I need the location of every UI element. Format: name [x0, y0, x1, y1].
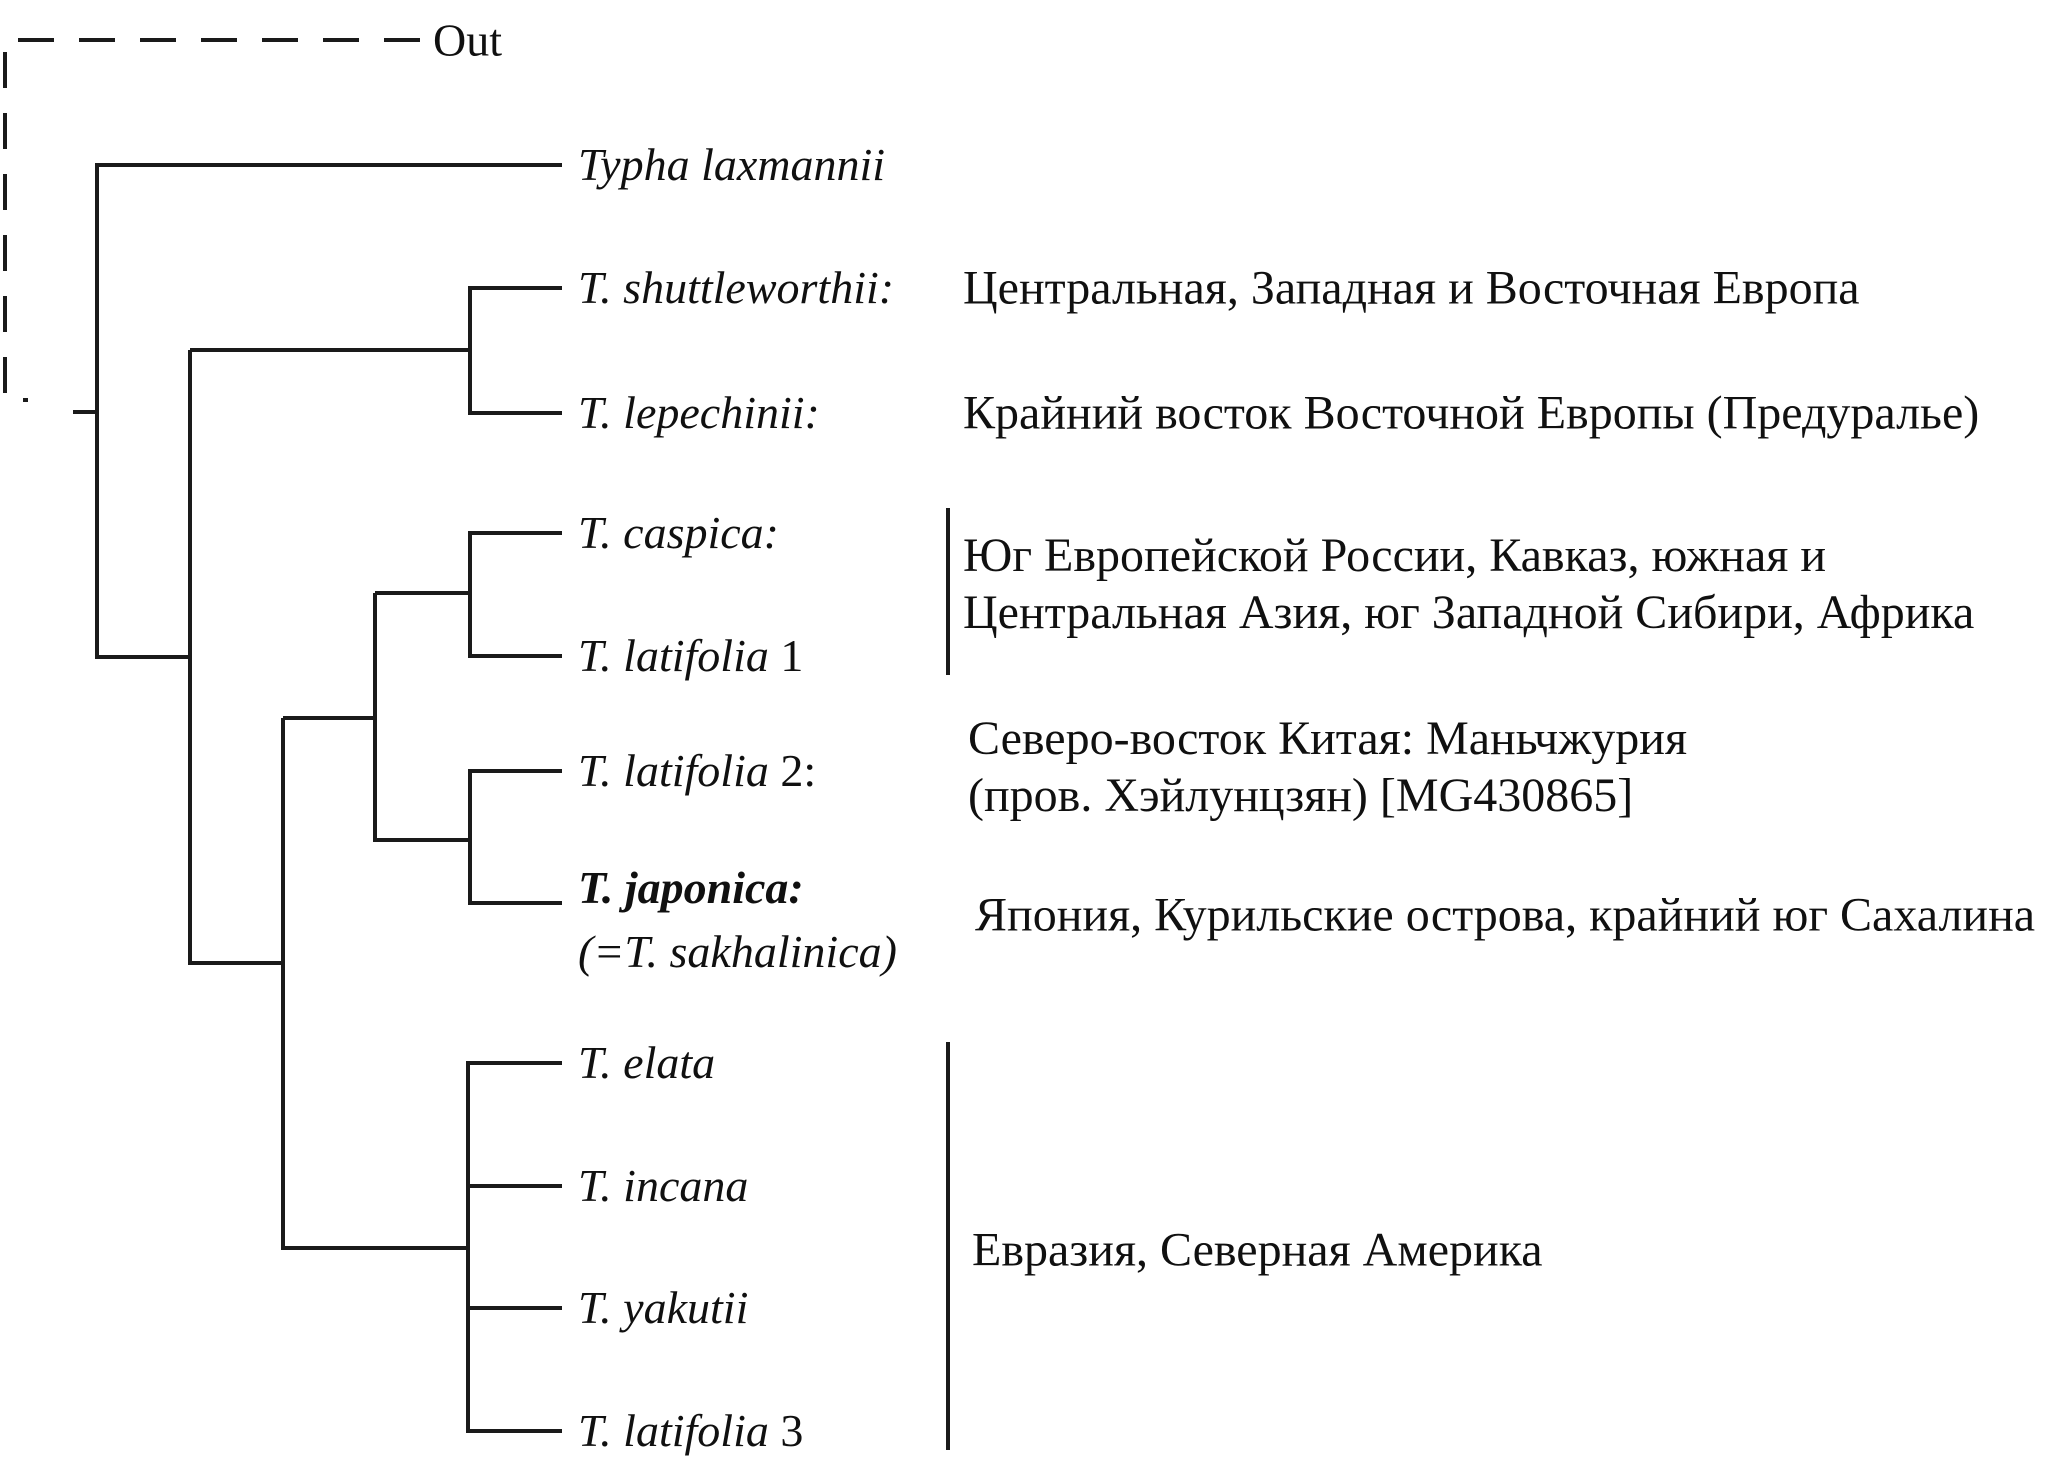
range-lepechinii-line: Крайний восток Восточной Европы (Предуралье) — [963, 386, 1980, 440]
clade-shuttleworthii-lepechinii — [470, 288, 562, 413]
taxon-t-incana — [578, 1160, 749, 1211]
group-bar-bottom-clade — [946, 1042, 950, 1450]
range-japonica-line: Япония, Курильские острова, крайний юг Сахалина — [975, 888, 2036, 942]
range-latifolia2 — [968, 710, 1687, 824]
taxon-t-shuttleworthii — [578, 262, 895, 313]
taxon-t-elata — [578, 1037, 716, 1088]
node-b-spine — [190, 350, 283, 963]
outgroup-label: Out — [433, 14, 502, 66]
range-latifolia2-line: Северо-восток Китая: Маньчжурия — [968, 712, 1688, 765]
range-caspica-latifolia1-line: Центральная Азия, юг Западной Сибири, Африка — [963, 586, 1975, 639]
taxon-t-sakhalinica-synonym-text: (=T. sakhalinica) — [578, 926, 897, 977]
range-bottom-clade — [972, 1222, 1543, 1279]
taxon-t-lepechinii — [578, 387, 820, 438]
range-latifolia2-line: (пров. Хэйлунцзян) [MG430865] — [968, 769, 1634, 822]
taxon-t-japonica — [578, 862, 804, 913]
taxon-t-caspica — [578, 507, 780, 558]
range-caspica-latifolia1 — [963, 527, 1974, 641]
range-lepechinii — [963, 385, 1979, 442]
taxon-t-latifolia-1 — [578, 630, 804, 681]
taxon-t-elata-text: T. elata — [578, 1037, 716, 1088]
taxon-t-latifolia-3-text: 3 — [768, 1405, 804, 1456]
taxon-t-shuttleworthii-text: T. shuttleworthii: — [578, 262, 895, 313]
clade-caspica-latifolia1 — [470, 533, 562, 656]
taxon-t-latifolia-3 — [578, 1405, 804, 1456]
range-japonica — [975, 887, 2035, 944]
taxon-t-latifolia-2-text: T. latifolia — [578, 745, 769, 796]
taxon-t-yakutii-text: T. yakutii — [578, 1282, 749, 1333]
taxon-t-lepechinii-text: T. lepechinii: — [578, 387, 820, 438]
taxon-t-incana-text: T. incana — [578, 1160, 749, 1211]
outgroup-branch — [5, 40, 420, 400]
range-shuttleworthii — [963, 260, 1860, 317]
node-e-spine — [375, 593, 470, 840]
taxon-t-sakhalinica-synonym — [578, 926, 897, 977]
taxon-t-latifolia-2 — [578, 745, 817, 796]
taxon-typha-laxmannii-text: Typha laxmannii — [578, 139, 886, 190]
taxon-t-japonica-text: T. japonica: — [578, 862, 804, 913]
taxon-t-caspica-text: T. caspica: — [578, 507, 780, 558]
taxon-t-latifolia-3-text: T. latifolia — [578, 1405, 769, 1456]
taxon-t-latifolia-1-text: 1 — [768, 630, 804, 681]
clade-bottom-polytomy — [468, 1063, 562, 1431]
taxon-t-latifolia-1-text: T. latifolia — [578, 630, 769, 681]
range-shuttleworthii-line: Центральная, Западная и Восточная Европа — [963, 261, 1860, 315]
taxon-typha-laxmannii — [578, 139, 886, 190]
range-caspica-latifolia1-line: Юг Европейской России, Кавказ, южная и — [963, 529, 1827, 582]
clade-latifolia2-japonica — [470, 771, 562, 903]
group-bar-caspica-latifolia1 — [946, 508, 950, 675]
taxon-t-yakutii — [578, 1282, 749, 1333]
taxon-t-latifolia-2-text: 2: — [768, 745, 817, 796]
range-bottom-clade-line: Евразия, Северная Америка — [972, 1223, 1543, 1277]
